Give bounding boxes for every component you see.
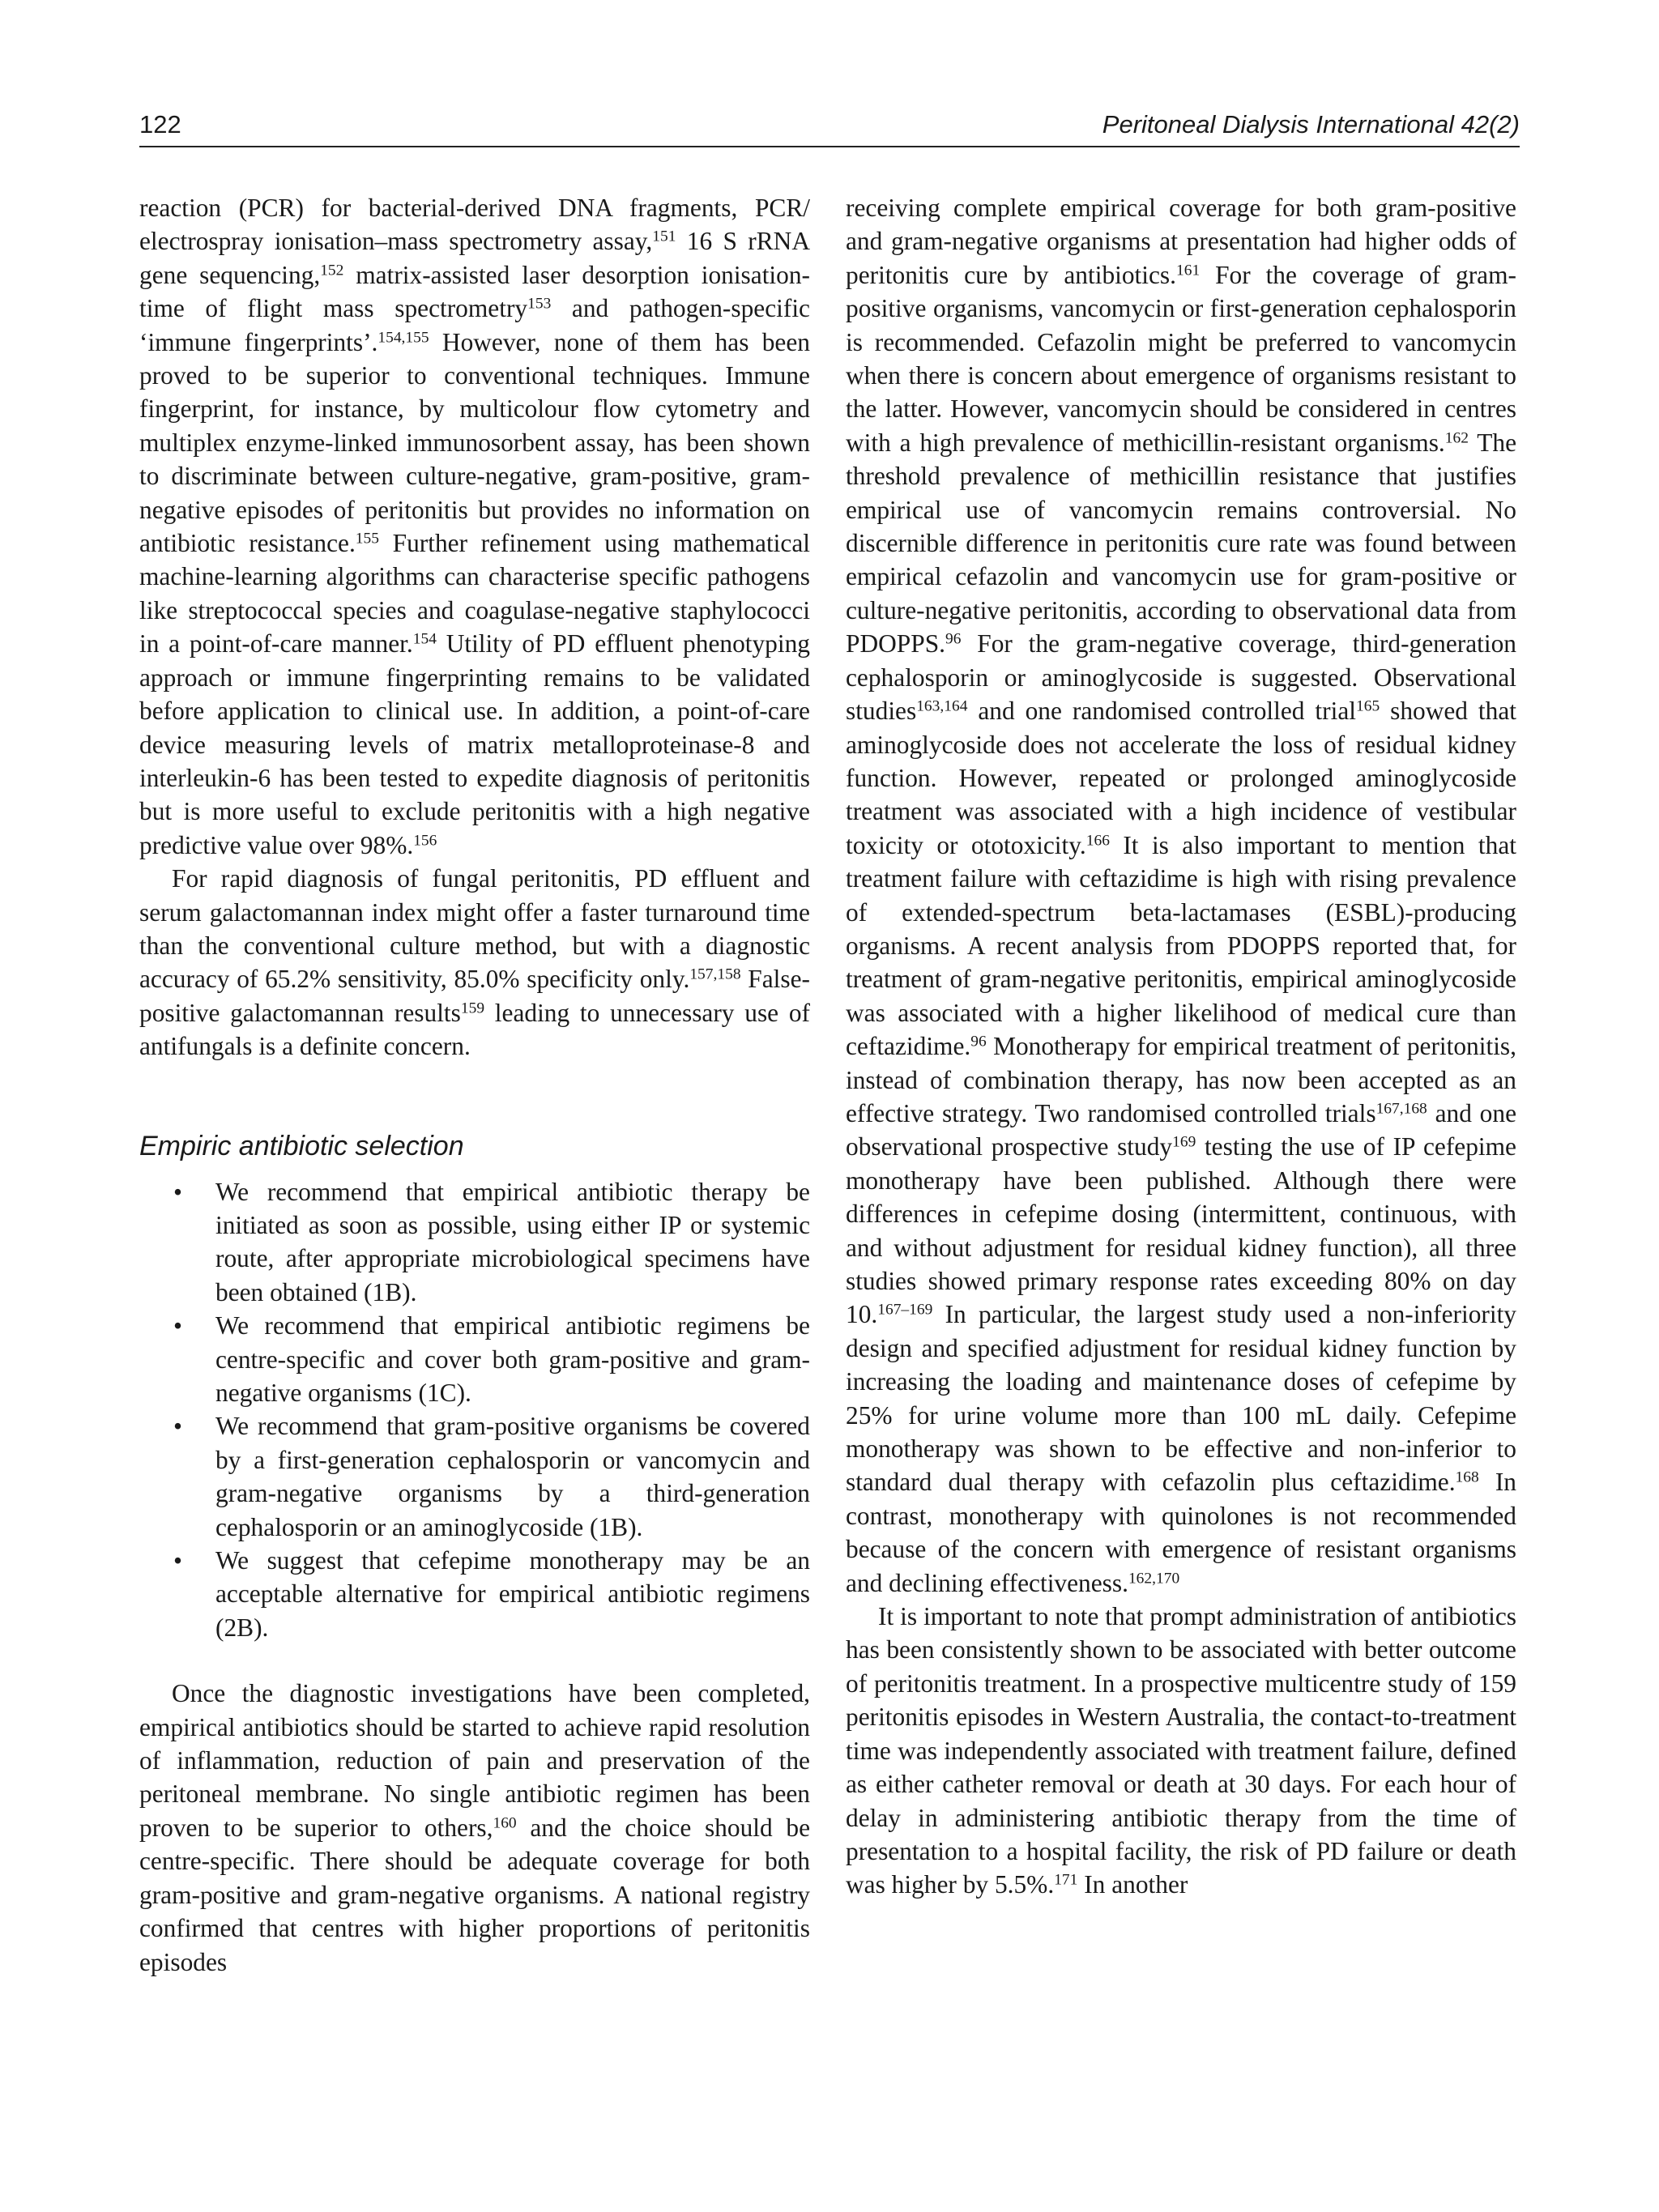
page-number: 122 bbox=[139, 110, 181, 139]
citation: 168 bbox=[1455, 1468, 1479, 1486]
citation: 96 bbox=[945, 630, 962, 648]
citation: 154,155 bbox=[377, 328, 429, 346]
recommendation-item: • We suggest that cefepime monotherapy may be an acceptable alternative for empirical antibiotic regimens (2B). bbox=[215, 1544, 810, 1644]
citation: 152 bbox=[320, 262, 344, 279]
citation: 165 bbox=[1355, 697, 1380, 715]
right-column bbox=[846, 191, 1516, 1902]
paragraph-lab-techniques: reaction (PCR) for bacterial-derived DNA fragments, PCR/ electrospray ionisation–mass spectrometry assay,$^{151}$ 16 S rRNA gene sequencing,$^{152}$ matrix-assisted laser desorption ionisation-time of flight mass spectrometry$^{153}$ and pathogen-specific ‘immune fingerprints’.$^{154,155}$ However, none of them has been proved to be superior to conventional techniques. Immune fingerprint, for instance, by multicolour flow cytometry and multiplex enzyme-linked immunosorbent assay, has been shown to discriminate between culture-negative, gram-positive, gram-negative episodes of peritonitis but provides no information on antibiotic resistance.$^{155}$ Further refinement using mathematical machine-learning algorithms can characterise specific pathogens like streptococcal species and coagulase-negative staphylococci in a point-of-care manner.$^{154}$ Utility of PD effluent phenotyping approach or immune fingerprinting remains to be validated before application to clinical use. In addition, a point-of-care device measuring levels of matrix metalloproteinase-8 and interleukin-6 has been tested to expedite diagnosis of peritonitis but is more useful to exclude peritonitis with a high negative predictive value over 98%.$^{156}$ bbox=[139, 194, 811, 859]
citation: 160 bbox=[493, 1814, 517, 1832]
recommendation-item: • We recommend that gram-positive organisms be covered by a first-generation cephalosporin or vancomycin and gram-negative organisms by a third-generation cephalosporin or an aminoglycoside (1B). bbox=[215, 1409, 810, 1544]
citation: 153 bbox=[527, 295, 552, 313]
left-column bbox=[139, 191, 810, 1979]
bullet-icon: • bbox=[173, 1546, 182, 1575]
bullet-icon: • bbox=[173, 1412, 182, 1441]
citation: 157,158 bbox=[689, 965, 741, 983]
bullet-icon: • bbox=[173, 1311, 182, 1340]
citation: 159 bbox=[460, 999, 485, 1017]
journal-title: Peritoneal Dialysis International 42(2) bbox=[1102, 110, 1520, 139]
citation: 151 bbox=[652, 228, 676, 245]
citation: 166 bbox=[1085, 832, 1110, 850]
citation: 161 bbox=[1176, 262, 1201, 279]
recommendation-list bbox=[139, 1175, 810, 1645]
paragraph-empirical-coverage: receiving complete empirical coverage for both gram-positive and gram-negative organisms at presentation had higher odds of peritonitis cure by antibiotics.$^{161}$ For the coverage of gram-positive organisms, vancomycin or first-generation cephalosporin is recommended. Cefazolin might be preferred to vancomycin when there is concern about emergence of organisms resistant to the latter. However, vancomycin should be considered in centres with a high prevalence of methicillin-resistant organisms.$^{162}$ The threshold prevalence of methicillin resistance that justifies empirical use of vancomycin remains controversial. No discernible difference in peritonitis cure rate was found between empirical cefazolin and vancomycin use for gram-positive or culture-negative peritonitis, according to observational data from PDOPPS.$^{96}$ For the gram-negative coverage, third-generation cephalosporin or aminoglycoside is suggested. Observational studies$^{163,164}$ and one randomised controlled trial$^{165}$ showed that aminoglycoside does not accelerate the loss of residual kidney function. However, repeated or prolonged aminoglycoside treatment was associated with a high incidence of vestibular toxicity or ototoxicity.$^{166}$ It is also important to mention that treatment failure with ceftazidime is high with rising prevalence of extended-spectrum beta-lactamases (ESBL)-producing organisms. A recent analysis from PDOPPS reported that, for treatment of gram-negative peritonitis, empirical aminoglycoside was associated with a higher likelihood of medical cure than ceftazidime.$^{96}$ Monotherapy for empirical treatment of peritonitis, instead of combination therapy, has now been accepted as an effective strategy. Two randomised controlled trials$^{167,168}$ and one observational prospective study$^{169}$ testing the use of IP cefepime monotherapy have been published. Although there were differences in cefepime dosing (intermittent, continuous, with and without adjustment for residual kidney function), all three studies showed primary response rates exceeding 80% on day 10.$^{167-169}$ In particular, the largest study used a non-inferiority design and specified adjustment for residual kidney function by increasing the loading and maintenance doses of cefepime by 25% for urine volume more than 100 mL daily. Cefepime monotherapy was shown to be effective and non-inferior to standard dual therapy with cefazolin plus ceftazidime.$^{168}$ In contrast, monotherapy with quinolones is not recommended because of the concern with emergence of resistant organisms and declining effectiveness.$^{162,170}$ bbox=[846, 194, 1517, 1597]
citation: 154 bbox=[412, 630, 437, 648]
citation: 167–169 bbox=[877, 1301, 933, 1319]
citation: 167,168 bbox=[1375, 1100, 1427, 1118]
recommendation-item: • We recommend that empirical antibiotic regimens be centre-specific and cover both gram-positive and gram-negative organisms (1C). bbox=[215, 1309, 810, 1409]
citation: 163,164 bbox=[916, 697, 968, 715]
running-header bbox=[139, 104, 1520, 147]
paragraph-prompt-administration: It is important to note that prompt administration of antibiotics has been consistently shown to be associated with better outcome of peritonitis treatment. In a prospective multicentre study of 159 peritonitis episodes in Western Australia, the contact-to-treatment time was independently associated with treatment failure, defined as either catheter removal or death at 30 days. For each hour of delay in administering antibiotic therapy from the time of presentation to a hospital facility, the risk of PD failure or death was higher by 5.5%.$^{171}$ In another bbox=[846, 1602, 1516, 1899]
recommendation-item: • We recommend that empirical antibiotic therapy be initiated as soon as possible, using either IP or systemic route, after appropriate microbiological specimens have been obtained (1B). bbox=[215, 1175, 810, 1310]
citation: 162 bbox=[1444, 429, 1469, 447]
paragraph-fungal-diagnosis: For rapid diagnosis of fungal peritonitis, PD effluent and serum galactomannan index might offer a faster turnaround time than the conventional culture method, but with a diagnostic accuracy of 65.2% sensitivity, 85.0% specificity only.$^{157,158}$ False-positive galactomannan results$^{159}$ leading to unnecessary use of antifungals is a definite concern. bbox=[139, 864, 810, 1061]
citation: 162,170 bbox=[1128, 1569, 1180, 1587]
paragraph-empirical-antibiotics: Once the diagnostic investigations have been completed, empirical antibiotics should be started to achieve rapid resolution of inflammation, reduction of pain and preservation of the peritoneal membrane. No single antibiotic regimen has been proven to be superior to others,$^{160}$ and the choice should be centre-specific. There should be adequate coverage for both gram-positive and gram-negative organisms. A national registry confirmed that centres with higher proportions of peritonitis episodes bbox=[139, 1679, 810, 1976]
bullet-icon: • bbox=[173, 1177, 182, 1206]
section-heading: Empiric antibiotic selection bbox=[139, 1130, 464, 1161]
citation: 96 bbox=[970, 1033, 987, 1051]
citation: 156 bbox=[413, 832, 437, 850]
citation: 171 bbox=[1054, 1871, 1078, 1889]
citation: 169 bbox=[1172, 1133, 1196, 1151]
citation: 155 bbox=[355, 530, 379, 548]
